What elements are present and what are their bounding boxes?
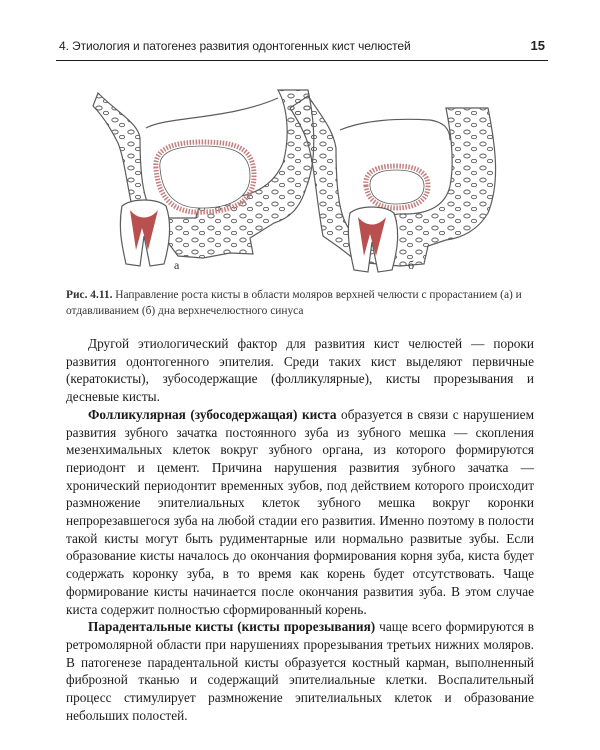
panel-a-drawing <box>93 90 314 266</box>
panel-b-cyst-inner <box>370 170 424 204</box>
panel-b-drawing <box>290 96 496 272</box>
caption-text: Направление роста кисты в области моляров верхней челюсти с прорастанием (а) и отдавливанием (б) дна верхнечелюстного синуса <box>66 289 522 317</box>
paragraph-2 <box>66 406 534 618</box>
figure-caption <box>66 287 536 319</box>
panel-b-sinus-outline <box>340 119 450 140</box>
term-paradental-cysts: Парадентальные кисты (кисты прорезывания) <box>88 619 376 635</box>
panel-a-cyst-inner <box>160 146 250 208</box>
panel-label-b: б <box>408 258 415 272</box>
paragraph-2-text: образуется в связи с нарушением развития зубного зачатка постоянного зуба из зубного мешка — скопления мезенхимальных клеток вокруг зубного органа, из которого формируются периодонт и цемент. Причина нарушения развития зубного зачатка — хронический периодонтит временных зубов, под действием которого происходит размножение эпителиальных клеток зубного мешка вокруг коронки непрорезавшегося зуба на любой стадии его развития. Именно поэтому в полости такой кисты могут быть рудиментарные или нормально развитые зубы. Если образование кисты началось до окончания формирования корня зуба, киста будет содержать коронку зуба, в то время как корень будет отсутствовать. Чаще формирование кисты начинается после окончания развития зуба. В этом случае киста содержит полностью сформированный корень. <box>66 406 534 617</box>
term-follicular-cyst: Фолликулярная (зубосодержащая) киста <box>88 406 337 422</box>
caption-label: Рис. 4.11. <box>66 289 113 301</box>
panel-label-a: а <box>174 258 180 272</box>
main-text <box>66 335 534 724</box>
cyst-illustration <box>78 68 518 284</box>
figure-4-11 <box>78 68 518 284</box>
page-number: 15 <box>530 38 545 53</box>
paragraph-3 <box>66 618 534 724</box>
paragraph-1: Другой этиологический фактор для развития кист челюстей — пороки развития одонтогенного эпителия. Среди таких кист выделяют первичные (кератокисты), зубосодержащие (фолликулярные), кисты прорезывания и десневые кисты. <box>66 336 534 405</box>
paragraph-3-text: чаще всего формируются в ретромолярной области при нарушениях прорезывания третьих нижних моляров. В патогенезе парадентальной кисты образуется костный карман, выполненный фиброзной тканью и содержащий эпителиальные клетки. Воспалительный процесс стимулирует размножение эпителиальных клеток и образование небольших полостей. <box>66 619 534 723</box>
chapter-title: 4. Этиология и патогенез развития одонтогенных кист челюстей <box>59 39 411 53</box>
running-header <box>56 38 548 61</box>
panel-a-sinus-outline <box>146 98 278 128</box>
